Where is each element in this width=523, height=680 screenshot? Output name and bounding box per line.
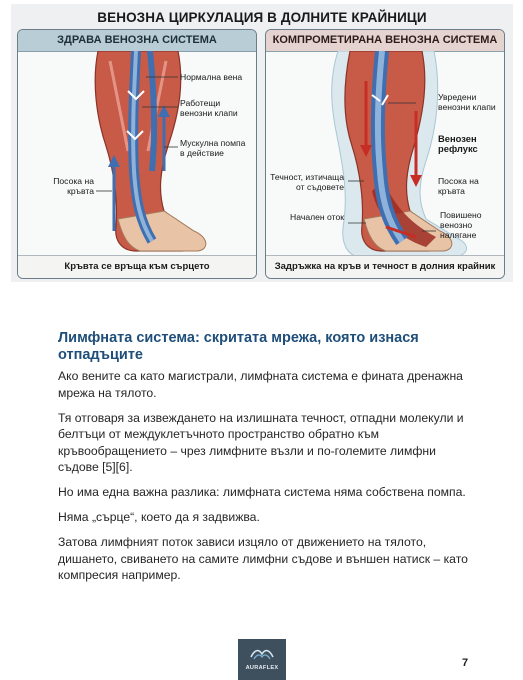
paragraph: Затова лимфният поток зависи изцяло от движението на тялото, дишането, свиването на самите лимфни съдове и външен натиск – като компресия например. bbox=[58, 535, 468, 582]
flow-direction-label: Посока на кръвта bbox=[53, 176, 94, 196]
pressure-label: Повишено венозно налягане bbox=[440, 210, 482, 240]
paragraph: Няма „сърце“, което да я задвижва. bbox=[58, 510, 260, 524]
healthy-panel-footer: Кръвта се връща към сърцето bbox=[18, 255, 256, 278]
article-body bbox=[58, 330, 478, 592]
page-number: 7 bbox=[462, 657, 469, 669]
compromised-venous-panel bbox=[265, 29, 505, 279]
reflux-label: Венозен рефлукс bbox=[438, 133, 478, 154]
paragraph: Но има една важна разлика: лимфната система няма собствена помпа. bbox=[58, 485, 466, 499]
compromised-panel-header: КОМПРОМЕТИРАНА ВЕНОЗНА СИСТЕМА bbox=[266, 30, 504, 52]
section-heading: Лимфната система: скритата мрежа, която изнася отпадъците bbox=[58, 330, 419, 363]
fluid-leak-label: Течност, изтичаща от съдовете bbox=[270, 172, 344, 192]
venous-circulation-infographic bbox=[11, 4, 513, 282]
normal-vein-label: Нормална вена bbox=[180, 72, 243, 82]
paragraph: Тя отговаря за извеждането на излишната течност, отпадни молекули и белтъци от междуклетъчното пространство обратно към кръвообращението – чрез лимфните възли и по-големите лимфни съдове [5][6]. bbox=[58, 410, 464, 474]
auraflex-logo bbox=[238, 639, 286, 680]
logo-wave-icon bbox=[238, 645, 286, 666]
muscle-pump-label: Мускулна помпа в действие bbox=[180, 138, 246, 158]
healthy-panel-header: ЗДРАВА ВЕНОЗНА СИСТЕМА bbox=[18, 30, 256, 52]
flow-direction-label: Посока на кръвта bbox=[438, 176, 479, 196]
healthy-venous-panel bbox=[17, 29, 257, 279]
infographic-title: ВЕНОЗНА ЦИРКУЛАЦИЯ В ДОЛНИТЕ КРАЙНИЦИ bbox=[97, 10, 427, 25]
edema-label: Начален оток bbox=[290, 212, 344, 222]
damaged-valves-label: Увредени венозни клапи bbox=[438, 92, 496, 112]
foot-shape bbox=[118, 211, 206, 251]
logo-text: AURAFLEX bbox=[245, 665, 279, 671]
paragraph: Ако вените са като магистрали, лимфната система е фината дренажна мрежа на тялото. bbox=[58, 369, 463, 400]
valves-label: Работещи венозни клапи bbox=[180, 98, 238, 118]
compromised-panel-footer: Задръжка на кръв и течност в долния крайник bbox=[266, 255, 504, 278]
